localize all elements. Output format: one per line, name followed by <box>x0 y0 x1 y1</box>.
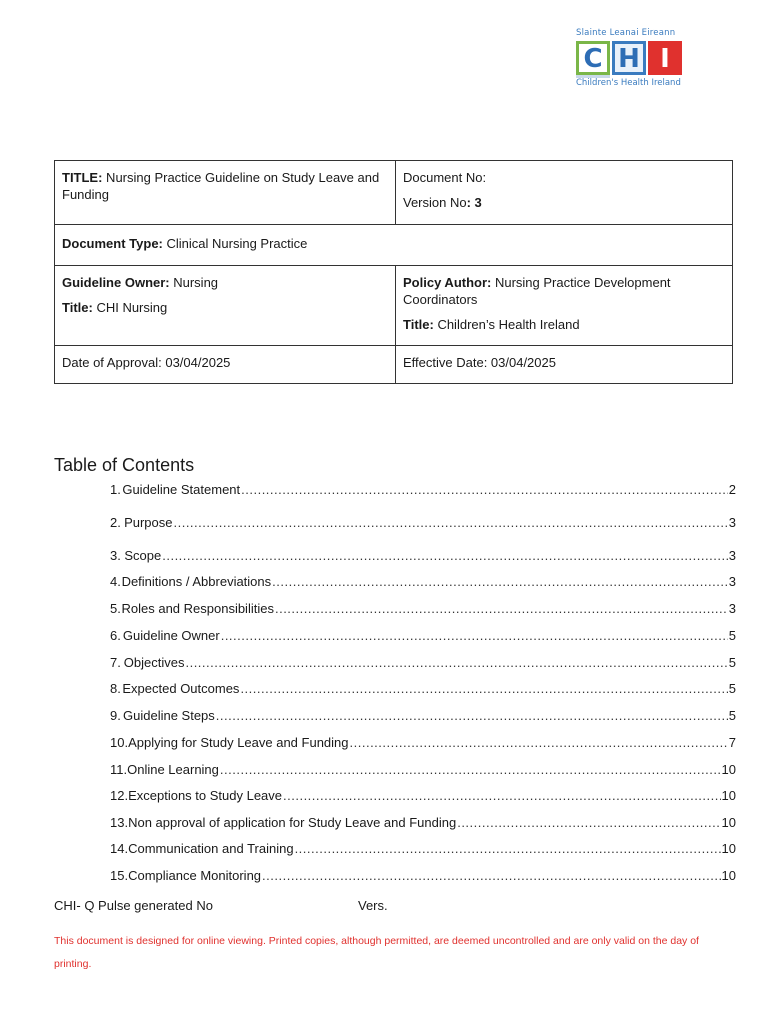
toc-item[interactable] <box>110 515 736 535</box>
qpulse-number: CHI- Q Pulse generated No <box>54 898 213 913</box>
guideline-owner-label: Guideline Owner: <box>62 275 170 290</box>
toc-leader-dots <box>457 815 720 830</box>
toc-item-number: 8. <box>110 681 121 696</box>
toc-item-number: 5. <box>110 601 121 616</box>
toc-item-number: 11. <box>110 762 128 777</box>
toc-item-number: 14. <box>110 841 129 856</box>
toc-item-page: 5 <box>728 681 736 696</box>
toc-item-page: 5 <box>728 655 736 670</box>
toc-item-page: 7 <box>728 735 736 750</box>
effective-date-cell <box>396 346 733 384</box>
document-number-label: Document No: <box>403 170 487 185</box>
toc-item-label: Online Learning <box>127 762 219 777</box>
toc-item-label: Communication and Training <box>128 841 294 856</box>
toc-item-label: Guideline Statement <box>122 482 241 497</box>
approval-date-cell <box>55 346 396 384</box>
toc-item-label: Guideline Steps <box>123 708 215 723</box>
owner-title-value: CHI Nursing <box>92 300 168 315</box>
toc-item[interactable] <box>110 841 736 861</box>
toc-item[interactable] <box>110 601 736 621</box>
document-type-label: Document Type: <box>62 236 163 251</box>
toc-item[interactable] <box>110 548 736 568</box>
toc-item-page: 3 <box>728 601 736 616</box>
toc-item-label: Non approval of application for Study Leave and Funding <box>128 815 457 830</box>
toc-leader-dots <box>162 548 728 563</box>
document-info-table <box>54 160 733 384</box>
version-label: Version No <box>403 195 467 210</box>
logo-block-c: C <box>576 41 610 75</box>
toc-item[interactable] <box>110 815 736 835</box>
toc-item[interactable] <box>110 681 736 701</box>
toc-item[interactable] <box>110 762 736 782</box>
toc-leader-dots <box>216 708 728 723</box>
policy-author-cell <box>396 266 733 346</box>
toc-leader-dots <box>350 735 728 750</box>
toc-item-page: 5 <box>728 708 736 723</box>
policy-author-label: Policy Author: <box>403 275 492 290</box>
author-title-value: Children’s Health Ireland <box>433 317 580 332</box>
toc-item-page: 3 <box>728 548 736 563</box>
toc-leader-dots <box>220 762 721 777</box>
approval-date: Date of Approval: 03/04/2025 <box>62 355 231 370</box>
title-label: TITLE: <box>62 170 103 185</box>
toc-item[interactable] <box>110 482 736 502</box>
toc-item[interactable] <box>110 574 736 594</box>
policy-author-value: Nursing Practice Development Coordinators <box>403 275 671 307</box>
toc-leader-dots <box>173 515 727 530</box>
toc-leader-dots <box>272 574 728 589</box>
toc-item-page: 10 <box>721 815 736 830</box>
logo-block-i: I <box>648 41 682 75</box>
toc-item-number: 9. <box>110 708 121 723</box>
toc-leader-dots <box>283 788 721 803</box>
author-title-label: Title: <box>403 317 434 332</box>
toc-item-number: 12. <box>110 788 129 803</box>
toc-item-label: Compliance Monitoring <box>128 868 262 883</box>
logo-irish-name: Slainte Leanai Eireann <box>576 28 676 38</box>
toc-item[interactable] <box>110 788 736 808</box>
toc-item-label: Exceptions to Study Leave <box>128 788 283 803</box>
print-disclaimer: This document is designed for online viewing. Printed copies, although permitted, are deemed uncontrolled and are only valid on the day of printing. <box>54 935 699 970</box>
toc-item-number: 6. <box>110 628 121 643</box>
toc-leader-dots <box>275 601 728 616</box>
toc-item-page: 5 <box>728 628 736 643</box>
toc-item[interactable] <box>110 708 736 728</box>
toc-item-label: Scope <box>124 548 162 563</box>
toc-item-number: 13. <box>110 815 129 830</box>
toc-item-label: Objectives <box>123 655 185 670</box>
owner-title-label: Title: <box>62 300 93 315</box>
toc-leader-dots <box>295 841 721 856</box>
title-cell <box>55 161 396 225</box>
document-number-cell <box>396 161 733 225</box>
toc-leader-dots <box>241 482 728 497</box>
toc-item-page: 3 <box>728 515 736 530</box>
logo-block-h: H <box>612 41 646 75</box>
toc-item-label: Expected Outcomes <box>122 681 240 696</box>
document-type-value: Clinical Nursing Practice <box>162 236 308 251</box>
version-value: : 3 <box>466 195 482 210</box>
logo-english-name: Children's Health Ireland <box>576 78 681 88</box>
effective-date: Effective Date: 03/04/2025 <box>403 355 556 370</box>
toc-item-number: 15. <box>110 868 129 883</box>
toc-item-number: 1. <box>110 482 121 497</box>
guideline-owner-value: Nursing <box>169 275 219 290</box>
toc-item-number: 3. <box>110 548 121 563</box>
toc-leader-dots <box>262 868 721 883</box>
guideline-owner-cell <box>55 266 396 346</box>
toc-item-page: 10 <box>721 788 736 803</box>
toc-item-page: 10 <box>721 841 736 856</box>
toc-leader-dots <box>221 628 728 643</box>
toc-title: Table of Contents <box>54 455 195 475</box>
toc-item-page: 2 <box>728 482 736 497</box>
toc-leader-dots <box>240 681 727 696</box>
toc-item-number: 7. <box>110 655 121 670</box>
title-value: Nursing Practice Guideline on Study Leave and Funding <box>62 170 380 202</box>
toc-item-label: Guideline Owner <box>122 628 220 643</box>
toc-item[interactable] <box>110 735 736 755</box>
toc-item-page: 3 <box>728 574 736 589</box>
document-type-cell <box>55 225 733 266</box>
toc-item-page: 10 <box>721 868 736 883</box>
toc-item-number: 4. <box>110 574 121 589</box>
toc-item[interactable] <box>110 655 736 675</box>
toc-item-label: Purpose <box>124 515 173 530</box>
toc-item-label: Roles and Responsibilities <box>121 601 274 616</box>
toc-item-number: 10. <box>110 735 129 750</box>
toc-item[interactable] <box>110 868 736 888</box>
toc-item-label: Applying for Study Leave and Funding <box>128 735 349 750</box>
toc-leader-dots <box>185 655 727 670</box>
logo-blocks <box>576 41 684 77</box>
toc-item-number: 2. <box>110 515 121 530</box>
toc-item-label: Definitions / Abbreviations <box>121 574 272 589</box>
toc-item[interactable] <box>110 628 736 648</box>
chi-logo <box>574 28 686 90</box>
version-footer: Vers. <box>358 898 388 913</box>
toc-item-page: 10 <box>721 762 736 777</box>
